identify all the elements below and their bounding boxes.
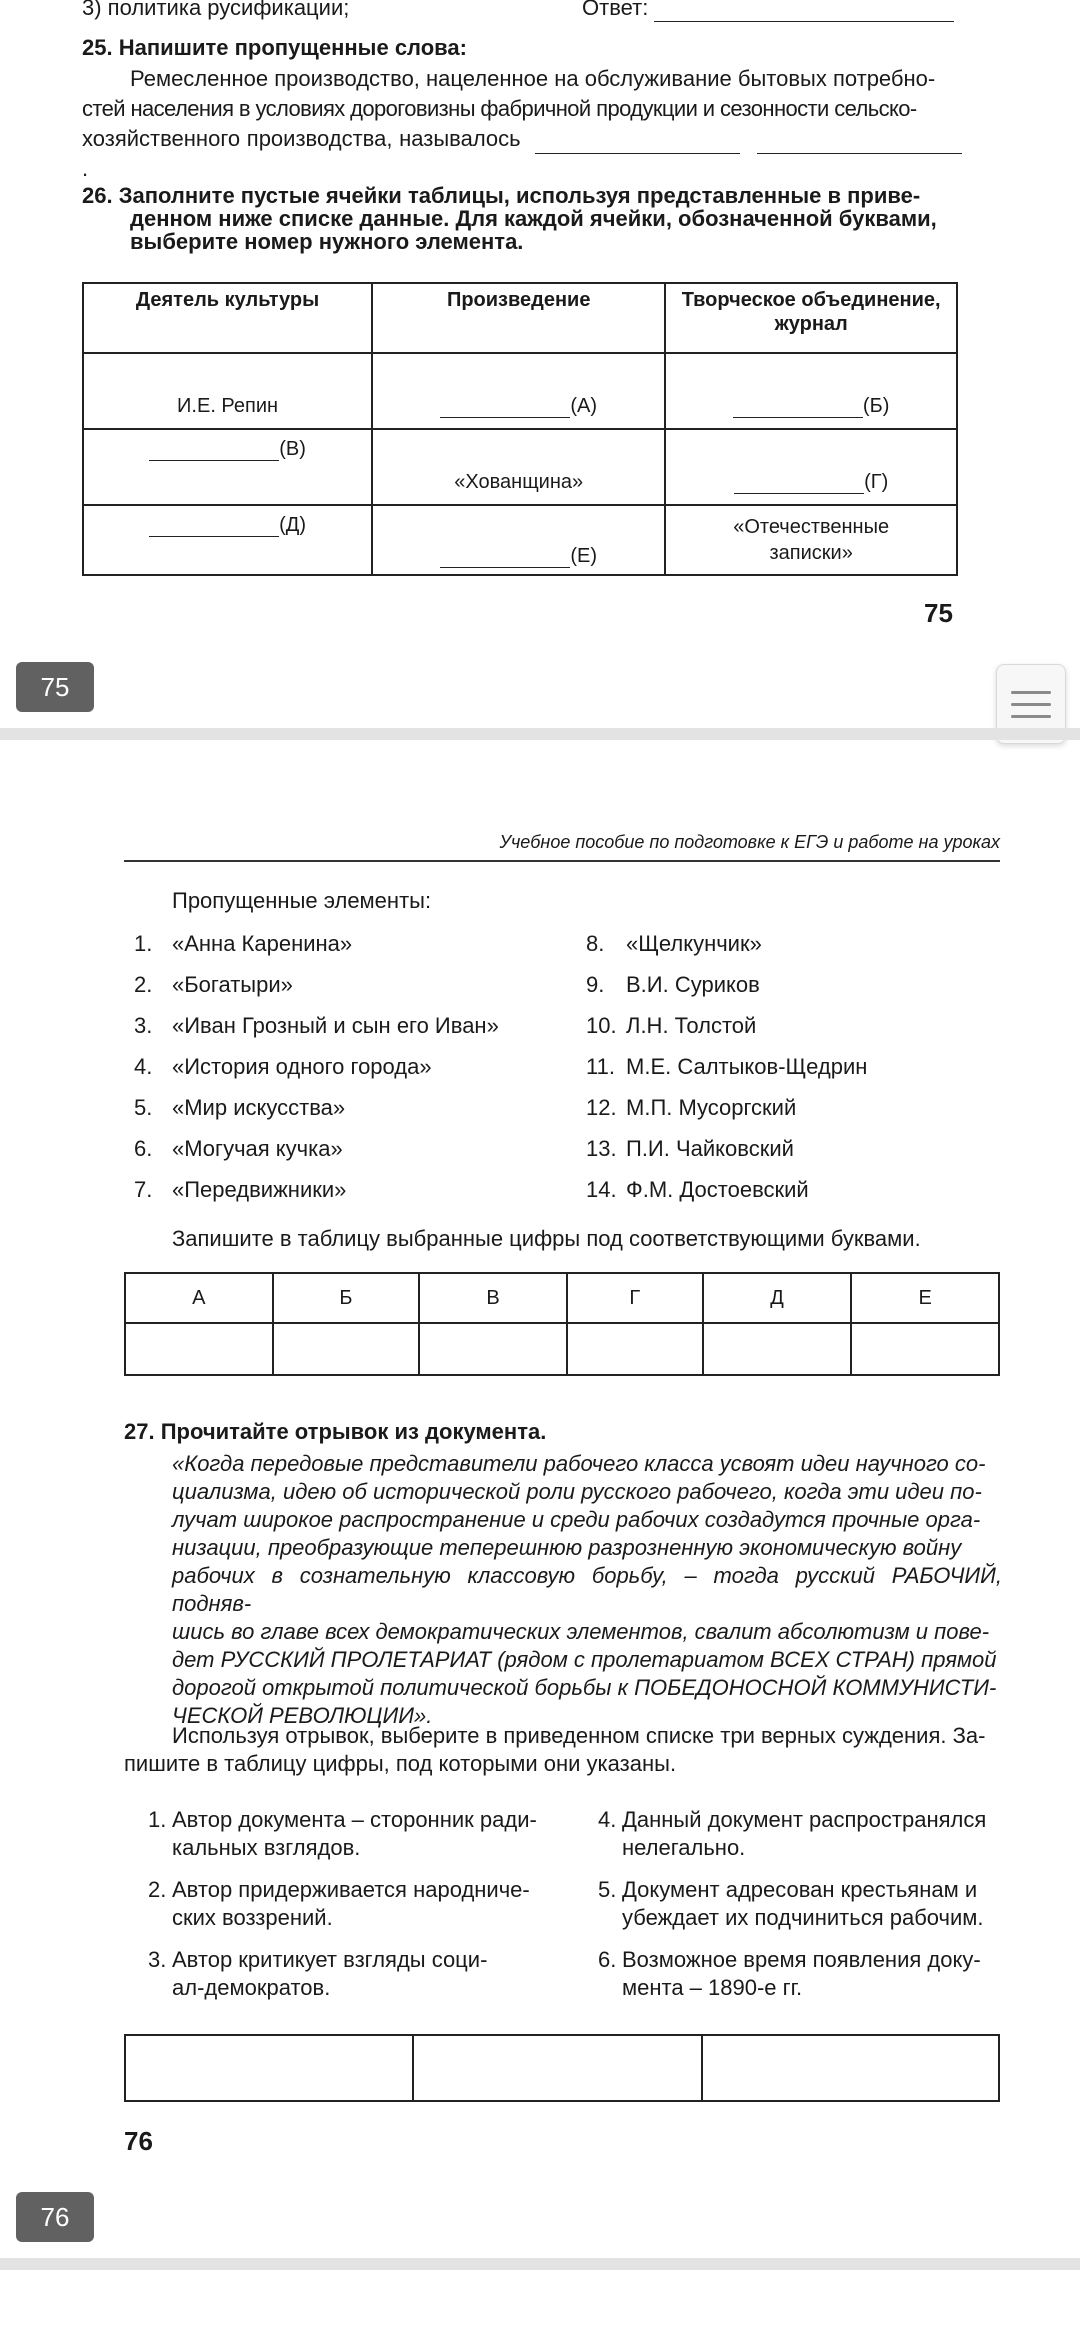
q27-options-left [148, 1806, 568, 2016]
cell-e[interactable]: (Е) [372, 505, 665, 575]
q26-header-row [83, 283, 957, 353]
q25-line-1: Ремесленное производство, нацеленное на обслуживание бытовых потребно- [130, 66, 936, 91]
top-fragment-text: 3) политика русификации; [82, 0, 350, 20]
missing-list-right [586, 930, 867, 1217]
cell-otechestvennye: «Отечественные записки» [665, 505, 957, 575]
q27-title: 27. Прочитайте отрывок из документа. [124, 1419, 547, 1444]
list-item: 4. «История одного города» [134, 1054, 432, 1079]
q25-blank-2[interactable] [757, 131, 962, 154]
page-badge-76[interactable]: 76 [16, 2192, 94, 2242]
answer-cell-e[interactable] [851, 1323, 999, 1375]
running-head: Учебное пособие по подготовке к ЕГЭ и работе на уроках [499, 832, 1000, 852]
page-number-75: 75 [924, 598, 953, 628]
list-item: 13. П.И. Чайковский [586, 1136, 794, 1161]
answer-cell-g[interactable] [567, 1323, 703, 1375]
list-item: 3. Автор критикует взгляды соци- ал-демократов. [148, 1947, 488, 2000]
answer-table-27 [124, 2034, 1000, 2102]
q26-header-figure: Деятель культуры [83, 283, 372, 353]
answer-cell-27-1[interactable] [125, 2035, 413, 2101]
list-item: 6. «Могучая кучка» [134, 1136, 343, 1161]
cell-repin: И.Е. Репин [83, 353, 372, 429]
q26-header-association: Творческое объединение, журнал [665, 283, 957, 353]
q27-instruction: Используя отрывок, выберите в приведенном списке три верных суждения. За- пишите в таблицу цифры, под которыми они указаны. [124, 1723, 986, 1776]
list-item: 3. «Иван Грозный и сын его Иван» [134, 1013, 499, 1038]
answer-cell-v[interactable] [419, 1323, 567, 1375]
list-item: 5. «Мир искусства» [134, 1095, 346, 1120]
list-item: 1. Автор документа – сторонник ради- кальных взглядов. [148, 1807, 537, 1860]
list-item: 7. «Передвижники» [134, 1177, 347, 1202]
cell-a[interactable]: (А) [372, 353, 665, 429]
list-item: 2. Автор придерживается народниче- ских воззрений. [148, 1877, 530, 1930]
top-fragment [82, 0, 960, 22]
q26-table [82, 282, 958, 576]
write-instruction: Запишите в таблицу выбранные цифры под соответствующими буквами. [172, 1226, 921, 1251]
missing-list-left [134, 930, 499, 1217]
answer-header-g: Г [567, 1273, 703, 1323]
page-number-76: 76 [124, 2126, 153, 2156]
cell-b[interactable]: (Б) [665, 353, 957, 429]
table-row [83, 505, 957, 575]
answer-cell-d[interactable] [703, 1323, 852, 1375]
answer-line [654, 1, 954, 22]
list-item: 11. М.Е. Салтыков-Щедрин [586, 1054, 868, 1079]
q27-options-right [598, 1806, 1018, 2016]
cell-d[interactable]: (Д) [83, 505, 372, 575]
page-divider [0, 728, 1080, 740]
list-item: 14. Ф.М. Достоевский [586, 1177, 809, 1202]
answer-header-e: Е [851, 1273, 999, 1323]
q26-title: 26. Заполните пустые ячейки таблицы, используя представленные в приве- денном ниже списке данные. Для каждой ячейки, обозначенной буквами, выберите номер нужного элемента. [82, 183, 937, 254]
answer-table-26 [124, 1272, 1000, 1376]
missing-title: Пропущенные элементы: [172, 888, 432, 913]
cell-khovanshchina: «Хованщина» [372, 429, 665, 505]
list-item: 12. М.П. Мусоргский [586, 1095, 797, 1120]
answer-header-a: А [125, 1273, 273, 1323]
list-item: 6. Возможное время появления доку- мента – 1890-е гг. [598, 1947, 981, 2000]
answer-header-b: Б [273, 1273, 420, 1323]
answer-label: Ответ: [582, 0, 649, 20]
list-item: 1. «Анна Каренина» [134, 931, 353, 956]
list-item: 8. «Щелкунчик» [586, 931, 762, 956]
page-divider-bottom [0, 2258, 1080, 2270]
hamburger-icon [1011, 691, 1051, 694]
q27-quote: «Когда передовые представители рабочего класса усвоят идеи научного со- циализма, идею об исторической роли русского рабочего, когда эти идеи по- лучат широкое распространение и среди рабочих создадутся прочные орга- низации, преобразующие теперешнюю разрозненную экономическую войну рабочих в сознательную классовую борьбу, – тогда русский РАБОЧИЙ, подняв- шись во главе всех демократических элементов, свалит абсолютизм и пове- дет РУССКИЙ ПРОЛЕТАРИАТ (рядом с пролетариатом ВСЕХ СТРАН) прямой дорогой открытой политической борьбы к ПОБЕДОНОСНОЙ КОММУНИСТИ- ЧЕСКОЙ РЕВОЛЮЦИИ». [172, 1451, 1002, 1728]
list-item: 2. «Богатыри» [134, 972, 293, 997]
answer-cell-a[interactable] [125, 1323, 273, 1375]
table-row [125, 2035, 999, 2101]
table-row [125, 1323, 999, 1375]
q25-line-3: хозяйственного производства, называлось . [82, 124, 962, 184]
page-badge-75[interactable]: 75 [16, 662, 94, 712]
q25-blank-1[interactable] [535, 131, 740, 154]
answer-header-d: Д [703, 1273, 852, 1323]
answer-cell-27-2[interactable] [413, 2035, 701, 2101]
cell-v[interactable]: (В) [83, 429, 372, 505]
cell-g[interactable]: (Г) [665, 429, 957, 505]
list-item: 10. Л.Н. Толстой [586, 1013, 757, 1038]
header-rule [124, 860, 1000, 862]
table-row [125, 1273, 999, 1323]
table-row [83, 353, 957, 429]
answer-cell-b[interactable] [273, 1323, 420, 1375]
answer-header-v: В [419, 1273, 567, 1323]
list-item: 5. Документ адресован крестьянам и убеждает их подчиниться рабочим. [598, 1877, 984, 1930]
list-item: 9. В.И. Суриков [586, 972, 760, 997]
q26-header-work: Произведение [372, 283, 665, 353]
table-row [83, 429, 957, 505]
q25-line-2: стей населения в условиях дороговизны фабричной продукции и сезонности сельско- [82, 96, 917, 121]
list-item: 4. Данный документ распространялся нелегально. [598, 1807, 987, 1860]
answer-cell-27-3[interactable] [702, 2035, 999, 2101]
q25-title: 25. Напишите пропущенные слова: [82, 35, 467, 60]
q25-body [82, 64, 962, 184]
